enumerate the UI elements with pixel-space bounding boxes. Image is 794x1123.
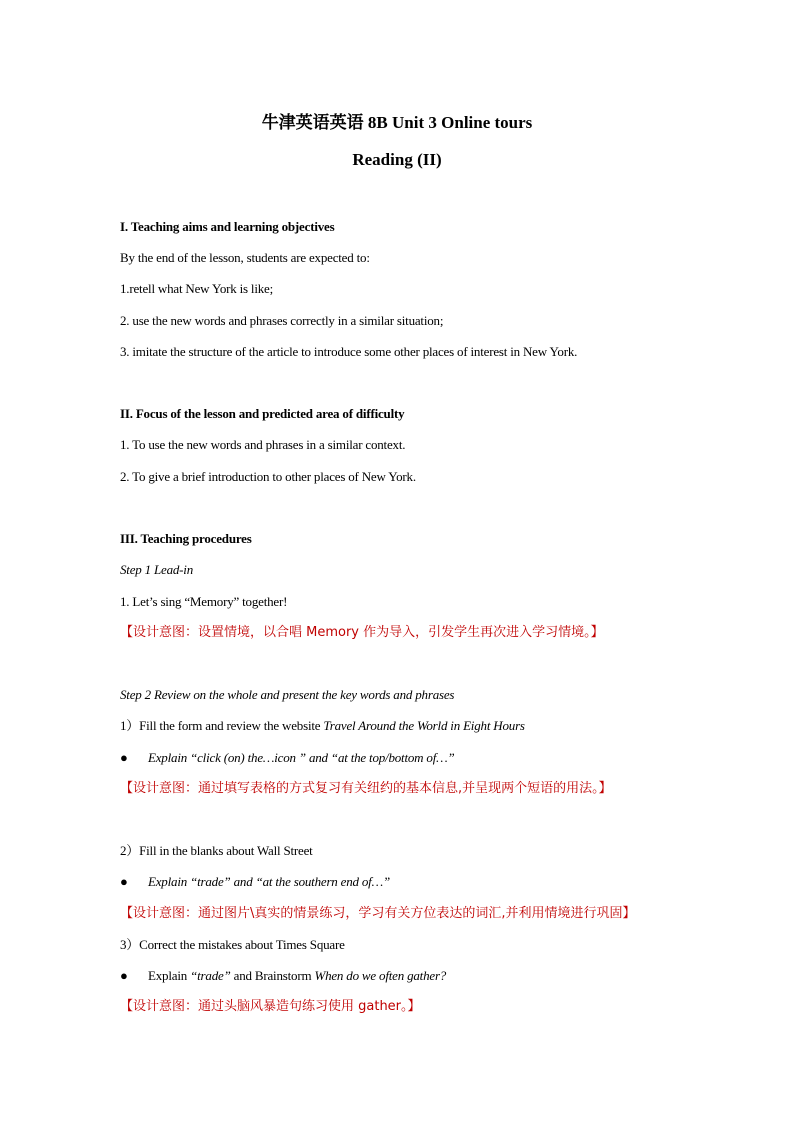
step2-part2-bullet-line (120, 874, 390, 890)
step2-part1-website-title: Travel Around the World in Eight Hours (323, 718, 525, 733)
step2-part1 (120, 718, 525, 734)
step2-title: Step 2 Review on the whole and present the key words and phrases (120, 687, 455, 702)
section2-item-1: 1. To use the new words and phrases in a similar context. (120, 437, 406, 452)
section2-heading: II. Focus of the lesson and predicted area of difficulty (120, 406, 405, 421)
section2-item-2: 2. To give a brief introduction to other places of New York. (120, 469, 416, 484)
step2-part2-bullet-text: Explain “trade” and “at the southern end of…” (148, 874, 390, 889)
step1-item: 1. Let’s sing “Memory” together! (120, 594, 288, 609)
step2-part1-text: 1）Fill the form and review the website (120, 718, 324, 733)
step1-design-note: 【设计意图：设置情境，以合唱 Memory 作为导入，引发学生再次进入学习情境。】 (120, 625, 604, 640)
section1-item-2: 2. use the new words and phrases correctly in a similar situation; (120, 313, 444, 328)
bullet-icon: ● (120, 750, 128, 765)
section1-heading: I. Teaching aims and learning objectives (120, 219, 335, 234)
bullet-icon: ● (120, 874, 128, 889)
document-subtitle: Reading (II) (352, 150, 442, 169)
document-title: 牛津英语英语 8B Unit 3 Online tours (261, 113, 533, 132)
step2-part2: 2）Fill in the blanks about Wall Street (120, 843, 313, 858)
step1-title: Step 1 Lead-in (120, 562, 194, 577)
step2-part3-explain: Explain (148, 968, 191, 983)
step2-part3-question: When do we often gather? (314, 968, 447, 983)
step2-part2-design-note: 【设计意图：通过图片\真实的情景练习，学习有关方位表达的词汇,并利用情境进行巩固】 (120, 906, 636, 921)
section1-intro: By the end of the lesson, students are expected to: (120, 250, 370, 265)
step2-part1-design-note: 【设计意图：通过填写表格的方式复习有关纽约的基本信息,并呈现两个短语的用法。】 (120, 781, 612, 796)
step2-part3-design-note: 【设计意图：通过头脑风暴造句练习使用 gather。】 (120, 999, 421, 1014)
step2-part3-bullet-line (120, 968, 446, 984)
step2-part3: 3）Correct the mistakes about Times Square (120, 937, 345, 952)
step2-part3-brainstorm: and Brainstorm (230, 968, 315, 983)
section1-item-1: 1.retell what New York is like; (120, 281, 274, 296)
section1-item-3: 3. imitate the structure of the article to introduce some other places of interest in New York. (120, 344, 578, 359)
step2-part1-bullet-text: Explain “click (on) the…icon ” and “at the top/bottom of…” (148, 750, 455, 765)
section3-heading: III. Teaching procedures (120, 531, 252, 546)
bullet-icon: ● (120, 968, 128, 983)
step2-part1-bullet-line (120, 750, 455, 766)
step2-part3-trade: “trade” (190, 968, 231, 983)
